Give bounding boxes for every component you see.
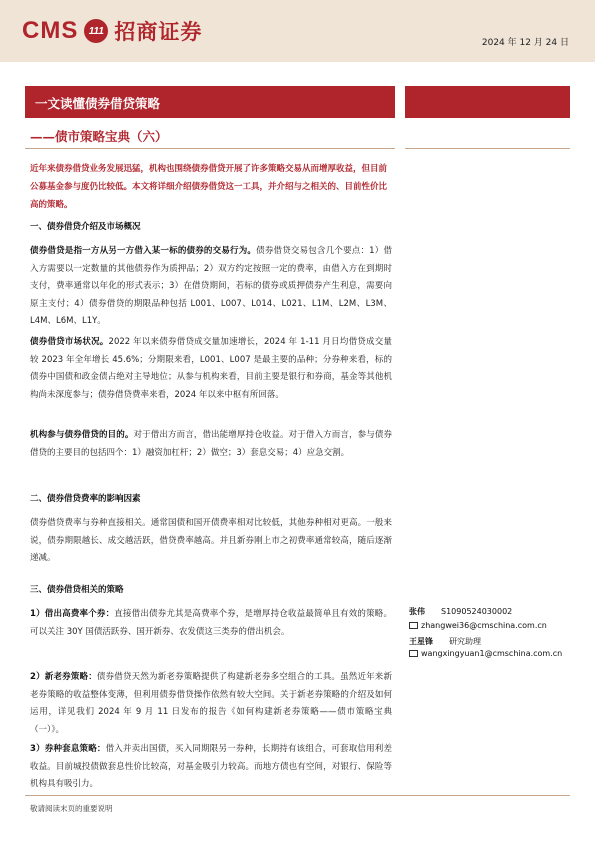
sidebar-header-bar [405, 86, 570, 118]
logo-latin: CMS [22, 17, 79, 44]
analyst-role: 研究助理 [449, 637, 481, 646]
paragraph-body: 直接借出债券尤其是高费率个券，是增厚持仓收益最简单且有效的策略。可以关注 30Y 国债活跃券、国开新券、农发债这三类券的借出机会。 [30, 609, 392, 637]
paragraph [30, 243, 392, 331]
paragraph [30, 741, 392, 794]
logo-chinese: 招商证券 [114, 20, 203, 44]
paragraph-lead: 机构参与债券借贷的目的。 [30, 430, 134, 440]
section-heading: 三、债券借贷相关的策略 [30, 585, 124, 595]
logo-badge-icon: 111 [84, 19, 108, 43]
footer-divider [25, 795, 570, 796]
sidebar-divider [405, 148, 570, 149]
cms-logo [22, 16, 202, 46]
summary-text: 近年来债券借贷业务发展迅猛，机构也围绕债券借贷开展了许多策略交易从而增厚收益，但目前公募基金参与度仍比较低。本文将详细介绍债券借贷这一工具，并介绍与之相关的、目前性价比高的策略。 [30, 164, 388, 210]
paragraph-body: 债券借贷交易包含几个要点：1）借入方需要以一定数量的其他债券作为质押品；2）双方约定按照一定的费率，由借入方在到期时支付，费率通常以年化的形式表示；3）在借贷期间，若标的债券或质押债券产生利息，需要向原主支付；4）债券借贷的期限品种包括 L001、L007、L014、L021、L1M、L2M、L3M、L4M、L6M、L1Y。 [30, 246, 392, 326]
paragraph-body: 2022 年以来债券借贷成交量加速增长，2024 年 1-11 月日均借贷成交量较 2023 年全年增长 45.6%；分期限来看，L001、L007 是最主要的品种；分券种来看，标的债券中国债和政金债占绝对主导地位；从参与机构来看，目前主要是银行和券商，基金等其他机构尚未深度参与；债券借贷费率来看，2024 年以来中枢有所回落。 [30, 337, 392, 400]
paragraph [30, 515, 392, 568]
analyst-name: 张伟 [409, 607, 425, 616]
paragraph-lead: 3）券种套息策略： [30, 744, 106, 754]
report-title: 一文读懂债券借贷策略 [35, 96, 161, 111]
analyst-email[interactable]: wangxingyuan1@cmschina.com.cn [421, 649, 563, 658]
footer-disclaimer: 敬请阅读末页的重要说明 [30, 804, 113, 813]
analyst-row [409, 606, 512, 617]
paragraph [30, 427, 392, 462]
report-date: 2024 年 12 月 24 日 [481, 38, 569, 48]
paragraph-lead: 1）借出高费率个券： [30, 609, 115, 619]
analyst-row [409, 636, 481, 647]
paragraph-body: 借入并卖出国债，买入同期限另一券种，长期持有该组合，可套取信用利差收益。目前城投债做套息性价比较高，对基金吸引力较高。而地方债也有空间，对银行、保险等机构具有吸引力。 [30, 744, 392, 789]
paragraph [30, 669, 392, 739]
analyst-email[interactable]: zhangwei36@cmschina.com.cn [421, 621, 547, 630]
report-subtitle: ——债市策略宝典（六） [30, 129, 168, 144]
analyst-name: 王星锋 [409, 637, 433, 646]
paragraph-lead: 债券借贷是指一方从另一方借入某一标的债券的交易行为。 [30, 246, 257, 256]
paragraph-lead: 2）新老券策略： [30, 672, 97, 682]
paragraph-body: 债券借贷费率与券种直接相关。通常国债和国开债费率相对比较低，其他券种相对更高。一般来说，债券期限越长、成交越活跃，借贷费率越高。并且新券刚上市之初费率通常较高，随后逐渐递减。 [30, 518, 392, 563]
paragraph-body: 对于借出方而言，借出能增厚持仓收益。对于借入方而言，参与债券借贷的主要目的包括四个：1）融资加杠杆；2）做空；3）套息交易；4）应急交割。 [30, 430, 392, 458]
analyst-email-row[interactable] [409, 620, 574, 631]
section-heading: 二、债券借贷费率的影响因素 [30, 494, 141, 504]
mail-icon [409, 622, 418, 629]
paragraph-body: 债券借贷天然为新老券策略提供了构建新老券多空组合的工具。虽然近年来新老券策略的收益整体变薄，但利用债券借贷操作依然有较大空间。关于新老券策略的介绍及如何运用，详见我们 2024 年 9 月 11 日发布的报告《如何构建新老券策略——债市策略宝典（一）》。 [30, 672, 392, 735]
paragraph [30, 606, 392, 641]
paragraph-lead: 债券借贷市场状况。 [30, 337, 109, 347]
mail-icon [409, 650, 418, 657]
title-bar [25, 86, 395, 118]
analyst-code: S1090524030002 [441, 607, 513, 616]
divider [25, 148, 395, 149]
paragraph [30, 334, 392, 404]
analyst-email-row[interactable] [409, 648, 574, 659]
section-heading: 一、债券借贷介绍及市场概况 [30, 222, 141, 232]
